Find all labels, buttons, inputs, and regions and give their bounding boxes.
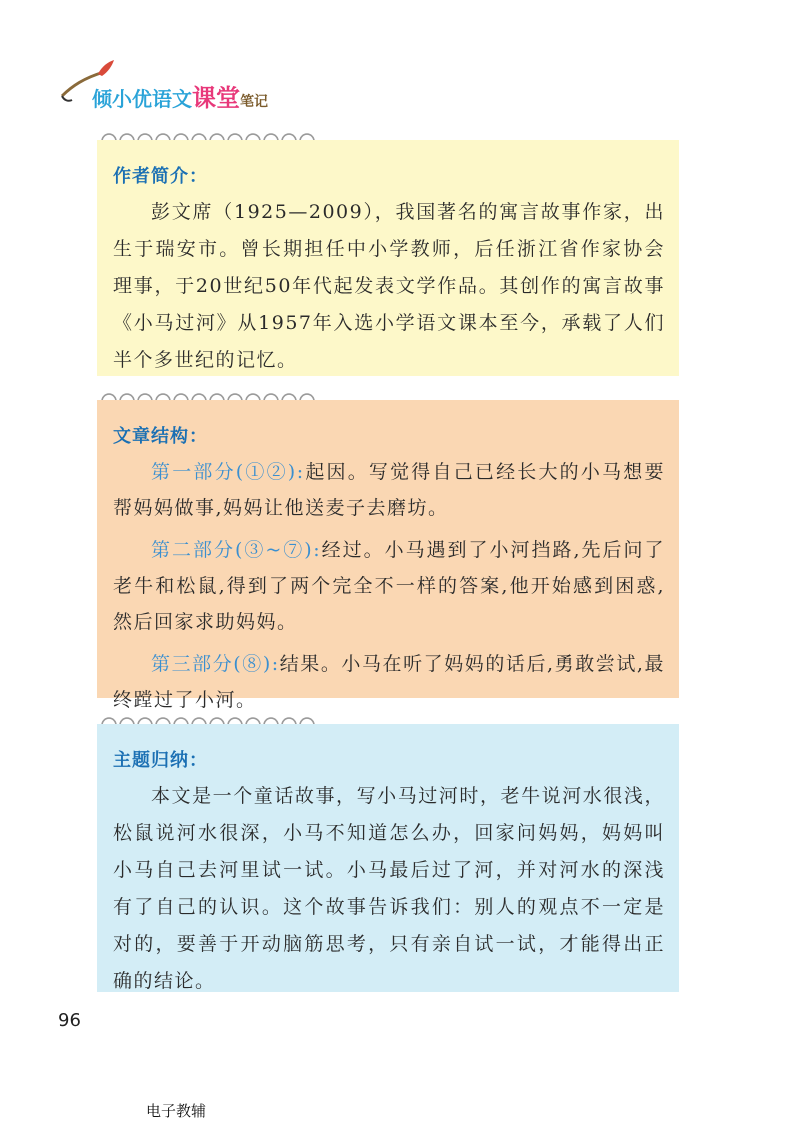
author-body	[113, 194, 665, 379]
structure-part	[113, 454, 665, 526]
part-label: 第一部分(	[151, 461, 245, 483]
author-card	[97, 140, 679, 376]
structure-part	[113, 532, 665, 640]
logo-part2: 课堂	[192, 84, 240, 112]
part-label: 第三部分(	[151, 653, 243, 675]
structure-card	[97, 400, 679, 711]
theme-title: 主题归纳：	[113, 750, 208, 771]
theme-text: 本文是一个童话故事，写小马过河时，老牛说河水很浅，松鼠说河水很深，小马不知道怎么办，回家问妈妈，妈妈叫小马自己去河里试一试。小马最后过了河，并对河水的深浅有了自己的认识。这个故事告诉我们：别人的观点不一定是对的，要善于开动脑筋思考，只有亲自试一试，才能得出正确的结论。	[113, 785, 665, 992]
author-text: 彭文席（1925—2009），我国著名的寓言故事作家，出生于瑞安市。曾长期担任中小学教师，后任浙江省作家协会理事，于20世纪50年代起发表文学作品。其创作的寓言故事《小马过河》从1957年入选小学语文课本至今，承载了人们半个多世纪的记忆。	[113, 201, 665, 371]
part-range: ①②	[244, 461, 288, 483]
logo-part1: 倾小优语文	[92, 87, 192, 111]
part-close: ):	[304, 539, 322, 561]
structure-part	[113, 646, 665, 718]
page-number: 96	[58, 1010, 81, 1031]
part-text: 起因。写觉得自己已经长大的小马想要帮妈妈做事,妈妈让他送麦子去磨坊。	[113, 461, 665, 519]
part-close: ):	[262, 653, 280, 675]
author-title: 作者简介：	[113, 166, 208, 187]
theme-card	[97, 724, 679, 992]
structure-body	[113, 454, 665, 724]
theme-body	[113, 778, 665, 1000]
structure-title: 文章结构：	[113, 426, 208, 447]
part-close: ):	[287, 461, 305, 483]
header-logo	[58, 56, 318, 112]
part-label: 第二部分(	[151, 539, 244, 561]
logo-part3: 笔记	[240, 94, 268, 110]
footer-label: 电子教辅	[146, 1102, 207, 1120]
part-text: 经过。小马遇到了小河挡路,先后问了老牛和松鼠,得到了两个完全不一样的答案,他开始感到困惑,然后回家求助妈妈。	[113, 539, 666, 633]
part-range: ③~⑦	[243, 539, 305, 561]
part-text: 结果。小马在听了妈妈的话后,勇敢尝试,最终蹚过了小河。	[113, 653, 665, 711]
logo-title	[92, 78, 268, 113]
part-range: ⑧	[242, 653, 263, 675]
